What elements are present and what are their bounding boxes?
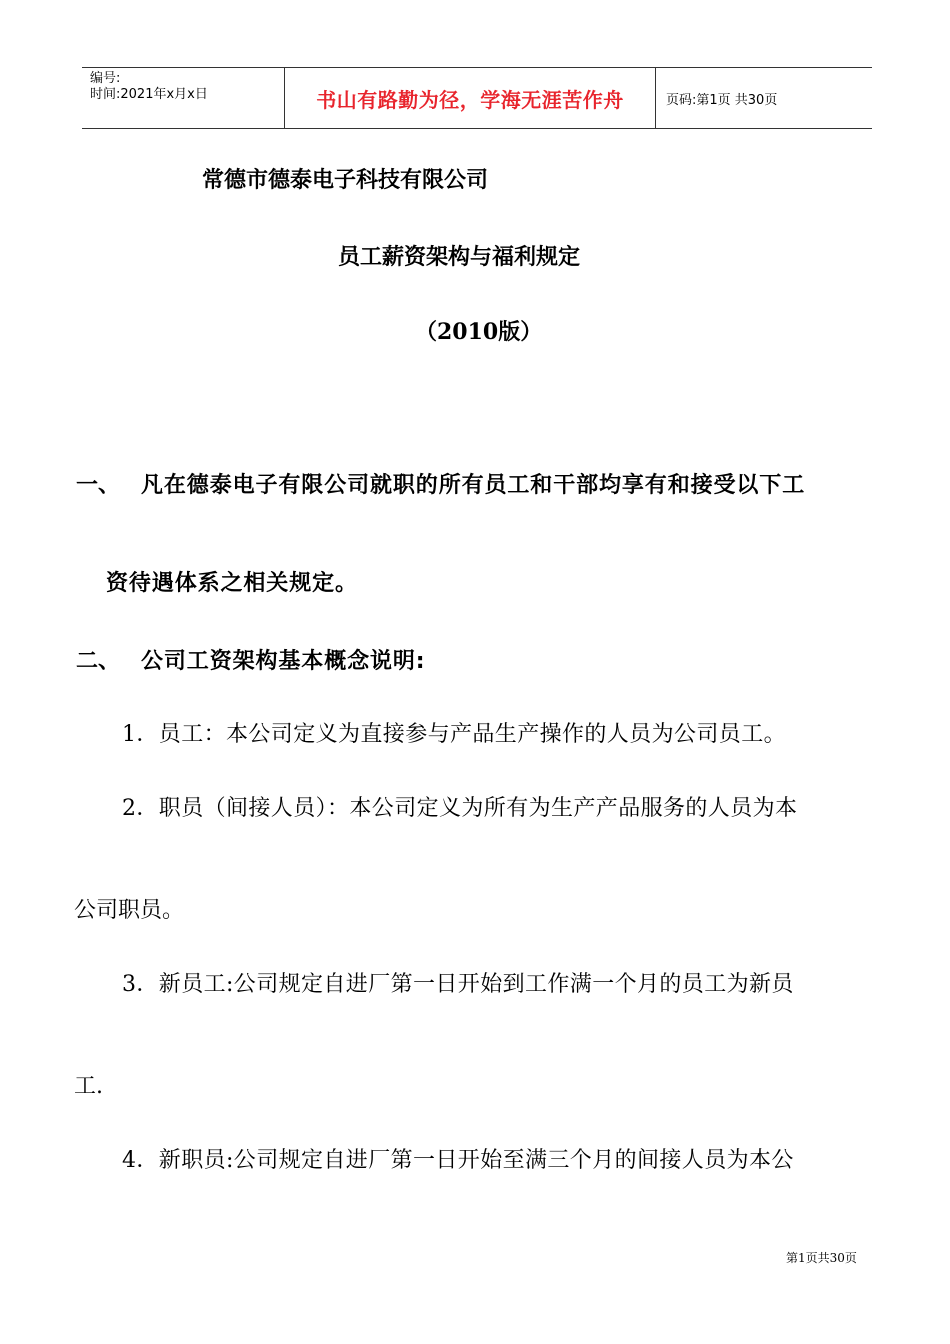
page-header — [82, 67, 872, 129]
section-1-number: 一、 — [76, 473, 121, 498]
item-4: 4．新职员:公司规定自进厂第一日开始至满三个月的间接人员为本公 — [122, 1148, 794, 1173]
time-label: 时间:2021年x月x日 — [90, 87, 208, 102]
header-motto-cell — [284, 68, 656, 128]
header-page-cell — [656, 68, 872, 128]
item-2: 2．职员（间接人员）：本公司定义为所有为生产产品服务的人员为本 — [122, 796, 798, 821]
item-1: 1．员工：本公司定义为直接参与产品生产操作的人员为公司员工。 — [122, 722, 786, 747]
section-1-text: 凡在德泰电子有限公司就职的所有员工和干部均享有和接受以下工 — [141, 473, 806, 498]
header-page-label: 页码:第1页 共30页 — [666, 92, 778, 108]
item-2-continued: 公司职员。 — [74, 898, 185, 923]
header-meta — [82, 68, 284, 128]
document-edition: （2010版） — [415, 319, 543, 345]
item-3: 3．新员工:公司规定自进厂第一日开始到工作满一个月的员工为新员 — [122, 972, 794, 997]
section-1-text-continued: 资待遇体系之相关规定。 — [106, 571, 358, 596]
number-label: 编号: — [90, 71, 121, 86]
footer-page-label: 第1页共30页 — [786, 1251, 857, 1265]
company-name: 常德市德泰电子科技有限公司 — [202, 168, 489, 193]
section-2-text: 公司工资架构基本概念说明: — [141, 649, 426, 674]
item-3-continued: 工. — [74, 1074, 103, 1099]
document-title: 员工薪资架构与福利规定 — [338, 245, 581, 270]
motto: 书山有路勤为径，学海无涯苦作舟 — [316, 87, 624, 112]
section-2-number: 二、 — [76, 649, 121, 674]
